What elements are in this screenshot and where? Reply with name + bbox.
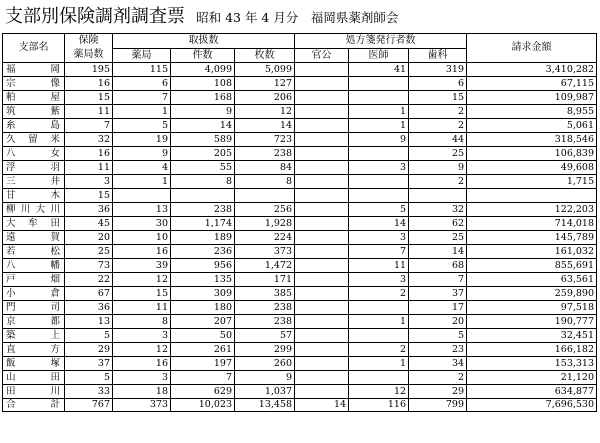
table-body	[3, 63, 597, 412]
insurance-pharmacies-cell: 73	[65, 259, 113, 273]
billing-cell: 153,313	[467, 357, 597, 371]
public-cell	[295, 273, 349, 287]
doctor-cell: 12	[349, 385, 409, 399]
pharmacies-cell: 9	[113, 147, 171, 161]
table-row	[3, 161, 597, 175]
table-row	[3, 119, 597, 133]
cases-cell: 236	[171, 245, 235, 259]
sheets-cell: 127	[235, 77, 295, 91]
table-row	[3, 301, 597, 315]
public-cell	[295, 63, 349, 77]
insurance-pharmacies-cell: 25	[65, 245, 113, 259]
branch-name-cell: 山 田	[3, 371, 65, 385]
pharmacies-cell: 5	[113, 119, 171, 133]
sheets-cell: 238	[235, 147, 295, 161]
cases-cell: 135	[171, 273, 235, 287]
table-row	[3, 147, 597, 161]
branch-name-cell: 遠 賀	[3, 231, 65, 245]
billing-cell: 714,018	[467, 217, 597, 231]
pharmacies-cell: 1	[113, 175, 171, 189]
billing-cell: 67,115	[467, 77, 597, 91]
insurance-pharmacies-cell: 67	[65, 287, 113, 301]
pharmacies-cell: 16	[113, 245, 171, 259]
insurance-pharmacies-cell: 36	[65, 301, 113, 315]
insurance-pharmacies-cell: 29	[65, 343, 113, 357]
billing-cell: 63,561	[467, 273, 597, 287]
branch-name-cell: 直 方	[3, 343, 65, 357]
insurance-pharmacies-cell: 3	[65, 175, 113, 189]
table-row	[3, 217, 597, 231]
dentist-cell: 15	[409, 91, 467, 105]
dentist-cell: 68	[409, 259, 467, 273]
sheets-cell: 299	[235, 343, 295, 357]
insurance-pharmacies-cell: 16	[65, 147, 113, 161]
public-cell	[295, 231, 349, 245]
doctor-cell: 3	[349, 161, 409, 175]
doctor-cell: 2	[349, 287, 409, 301]
billing-cell: 190,777	[467, 315, 597, 329]
sheets-cell: 14	[235, 119, 295, 133]
pharmacies-cell	[113, 189, 171, 203]
col-header-pharmacies: 薬局	[113, 49, 171, 63]
insurance-pharmacies-cell: 767	[65, 399, 113, 412]
billing-cell: 1,715	[467, 175, 597, 189]
public-cell	[295, 77, 349, 91]
insurance-pharmacies-cell: 20	[65, 231, 113, 245]
sheets-cell: 9	[235, 371, 295, 385]
insurance-pharmacies-cell: 37	[65, 357, 113, 371]
cases-cell: 238	[171, 203, 235, 217]
insurance-pharmacies-cell: 22	[65, 273, 113, 287]
dentist-cell: 5	[409, 329, 467, 343]
billing-cell: 161,032	[467, 245, 597, 259]
table-row	[3, 203, 597, 217]
branch-name-cell: 京 都	[3, 315, 65, 329]
branch-name-cell: 合 計	[3, 399, 65, 412]
doctor-cell: 2	[349, 343, 409, 357]
doctor-cell	[349, 175, 409, 189]
sheets-cell: 1,928	[235, 217, 295, 231]
cases-cell: 589	[171, 133, 235, 147]
sheets-cell: 57	[235, 329, 295, 343]
billing-cell: 259,890	[467, 287, 597, 301]
doctor-cell: 3	[349, 231, 409, 245]
table-row	[3, 287, 597, 301]
public-cell	[295, 203, 349, 217]
billing-cell	[467, 189, 597, 203]
billing-cell: 3,410,282	[467, 63, 597, 77]
public-cell	[295, 343, 349, 357]
pharmacies-cell: 13	[113, 203, 171, 217]
billing-cell: 634,877	[467, 385, 597, 399]
col-header-branch: 支部名	[3, 34, 65, 63]
doctor-cell	[349, 301, 409, 315]
pharmacies-cell: 4	[113, 161, 171, 175]
cases-cell: 205	[171, 147, 235, 161]
cases-cell: 189	[171, 231, 235, 245]
public-cell	[295, 119, 349, 133]
billing-cell: 166,182	[467, 343, 597, 357]
dentist-cell: 7	[409, 273, 467, 287]
doctor-cell: 9	[349, 133, 409, 147]
table-row	[3, 329, 597, 343]
table-row	[3, 189, 597, 203]
table-row	[3, 385, 597, 399]
cases-cell: 108	[171, 77, 235, 91]
pharmacies-cell: 115	[113, 63, 171, 77]
insurance-pharmacies-cell: 33	[65, 385, 113, 399]
public-cell	[295, 301, 349, 315]
dentist-cell: 62	[409, 217, 467, 231]
dentist-cell: 2	[409, 371, 467, 385]
pharmacies-cell: 12	[113, 343, 171, 357]
cases-cell: 207	[171, 315, 235, 329]
dentist-cell: 37	[409, 287, 467, 301]
pharmacies-cell: 12	[113, 273, 171, 287]
doctor-cell	[349, 147, 409, 161]
billing-cell: 5,061	[467, 119, 597, 133]
dentist-cell: 6	[409, 77, 467, 91]
col-header-insurance-line1: 保険	[78, 35, 99, 46]
table-row	[3, 315, 597, 329]
sheets-cell: 1,472	[235, 259, 295, 273]
table-row	[3, 273, 597, 287]
header-row-1	[3, 34, 597, 49]
cases-cell: 50	[171, 329, 235, 343]
cases-cell: 956	[171, 259, 235, 273]
insurance-pharmacies-cell: 11	[65, 105, 113, 119]
doctor-cell: 3	[349, 273, 409, 287]
billing-cell: 97,518	[467, 301, 597, 315]
dentist-cell: 2	[409, 119, 467, 133]
cases-cell: 10,023	[171, 399, 235, 412]
col-header-insurance-pharmacies	[65, 34, 113, 63]
sheets-cell: 5,099	[235, 63, 295, 77]
cases-cell: 180	[171, 301, 235, 315]
cases-cell	[171, 189, 235, 203]
col-header-public: 官公	[295, 49, 349, 63]
dentist-cell: 34	[409, 357, 467, 371]
branch-name-cell: 粕 屋	[3, 91, 65, 105]
public-cell	[295, 329, 349, 343]
doctor-cell	[349, 91, 409, 105]
cases-cell: 8	[171, 175, 235, 189]
table-row	[3, 371, 597, 385]
doctor-cell: 7	[349, 245, 409, 259]
table-row	[3, 63, 597, 77]
billing-cell: 855,691	[467, 259, 597, 273]
branch-name-cell: 甘 木	[3, 189, 65, 203]
public-cell	[295, 91, 349, 105]
dentist-cell: 25	[409, 147, 467, 161]
doctor-cell: 41	[349, 63, 409, 77]
public-cell: 14	[295, 399, 349, 412]
col-header-doctor: 医師	[349, 49, 409, 63]
insurance-pharmacies-cell: 16	[65, 77, 113, 91]
cases-cell: 14	[171, 119, 235, 133]
public-cell	[295, 259, 349, 273]
cases-cell: 1,174	[171, 217, 235, 231]
sheets-cell: 238	[235, 315, 295, 329]
dentist-cell: 23	[409, 343, 467, 357]
branch-name-cell: 若 松	[3, 245, 65, 259]
doctor-cell: 1	[349, 105, 409, 119]
doctor-cell: 1	[349, 357, 409, 371]
dentist-cell: 17	[409, 301, 467, 315]
table-row	[3, 105, 597, 119]
branch-name-cell: 築 上	[3, 329, 65, 343]
doctor-cell	[349, 189, 409, 203]
pharmacies-cell: 18	[113, 385, 171, 399]
public-cell	[295, 105, 349, 119]
sheets-cell	[235, 189, 295, 203]
table-row	[3, 343, 597, 357]
billing-cell: 32,451	[467, 329, 597, 343]
pharmacies-cell: 7	[113, 91, 171, 105]
dentist-cell	[409, 189, 467, 203]
billing-cell: 21,120	[467, 371, 597, 385]
billing-cell: 109,987	[467, 91, 597, 105]
public-cell	[295, 385, 349, 399]
pharmacies-cell: 8	[113, 315, 171, 329]
pharmacies-cell: 11	[113, 301, 171, 315]
cases-cell: 55	[171, 161, 235, 175]
public-cell	[295, 371, 349, 385]
public-cell	[295, 189, 349, 203]
sheets-cell: 385	[235, 287, 295, 301]
cases-cell: 168	[171, 91, 235, 105]
public-cell	[295, 175, 349, 189]
doctor-cell	[349, 77, 409, 91]
table-row	[3, 357, 597, 371]
public-cell	[295, 147, 349, 161]
billing-cell: 8,955	[467, 105, 597, 119]
insurance-pharmacies-cell: 13	[65, 315, 113, 329]
sheets-cell: 256	[235, 203, 295, 217]
branch-name-cell: 柳川大川	[3, 203, 65, 217]
insurance-pharmacies-cell: 32	[65, 133, 113, 147]
col-header-insurance-line2: 薬局数	[73, 49, 104, 60]
doctor-cell: 14	[349, 217, 409, 231]
dentist-cell: 2	[409, 175, 467, 189]
cases-cell: 197	[171, 357, 235, 371]
insurance-pharmacies-cell: 45	[65, 217, 113, 231]
pharmacies-cell: 373	[113, 399, 171, 412]
public-cell	[295, 315, 349, 329]
col-header-dentist: 歯科	[409, 49, 467, 63]
branch-name-cell: 飯 塚	[3, 357, 65, 371]
billing-cell: 106,839	[467, 147, 597, 161]
pharmacies-cell: 39	[113, 259, 171, 273]
sheets-cell: 260	[235, 357, 295, 371]
col-header-prescribers: 処方箋発行者数	[295, 34, 467, 49]
insurance-pharmacies-cell: 15	[65, 91, 113, 105]
insurance-pharmacies-cell: 36	[65, 203, 113, 217]
col-header-handling: 取扱数	[113, 34, 295, 49]
public-cell	[295, 245, 349, 259]
pharmacies-cell: 30	[113, 217, 171, 231]
col-header-cases: 件数	[171, 49, 235, 63]
public-cell	[295, 357, 349, 371]
billing-cell: 318,546	[467, 133, 597, 147]
billing-cell: 7,696,530	[467, 399, 597, 412]
doctor-cell: 116	[349, 399, 409, 412]
sheets-cell: 373	[235, 245, 295, 259]
branch-name-cell: 浮 羽	[3, 161, 65, 175]
pharmacies-cell: 3	[113, 371, 171, 385]
public-cell	[295, 287, 349, 301]
pharmacies-cell: 16	[113, 357, 171, 371]
sheets-cell: 8	[235, 175, 295, 189]
pharmacies-cell: 19	[113, 133, 171, 147]
survey-table	[2, 33, 597, 412]
table-row	[3, 175, 597, 189]
dentist-cell: 25	[409, 231, 467, 245]
doctor-cell	[349, 329, 409, 343]
table-row	[3, 133, 597, 147]
dentist-cell: 44	[409, 133, 467, 147]
public-cell	[295, 217, 349, 231]
dentist-cell: 2	[409, 105, 467, 119]
pharmacies-cell: 1	[113, 105, 171, 119]
branch-name-cell: 戸 畑	[3, 273, 65, 287]
table-row	[3, 245, 597, 259]
sheets-cell: 206	[235, 91, 295, 105]
doctor-cell: 1	[349, 315, 409, 329]
branch-name-cell: 八 女	[3, 147, 65, 161]
dentist-cell: 799	[409, 399, 467, 412]
dentist-cell: 319	[409, 63, 467, 77]
billing-cell: 145,789	[467, 231, 597, 245]
doctor-cell	[349, 371, 409, 385]
pharmacies-cell: 15	[113, 287, 171, 301]
public-cell	[295, 133, 349, 147]
insurance-pharmacies-cell: 195	[65, 63, 113, 77]
dentist-cell: 29	[409, 385, 467, 399]
branch-name-cell: 八 幡	[3, 259, 65, 273]
doctor-cell: 11	[349, 259, 409, 273]
pharmacies-cell: 10	[113, 231, 171, 245]
cases-cell: 629	[171, 385, 235, 399]
cases-cell: 309	[171, 287, 235, 301]
sheets-cell: 171	[235, 273, 295, 287]
branch-name-cell: 宗 像	[3, 77, 65, 91]
insurance-pharmacies-cell: 5	[65, 329, 113, 343]
col-header-sheets: 枚数	[235, 49, 295, 63]
col-header-billing: 請求金額	[467, 34, 597, 63]
branch-name-cell: 筑 紫	[3, 105, 65, 119]
table-row	[3, 231, 597, 245]
table-row	[3, 91, 597, 105]
total-row	[3, 399, 597, 412]
cases-cell: 261	[171, 343, 235, 357]
pharmacies-cell: 6	[113, 77, 171, 91]
sheets-cell: 13,458	[235, 399, 295, 412]
branch-name-cell: 大牟田	[3, 217, 65, 231]
cases-cell: 7	[171, 371, 235, 385]
billing-cell: 122,203	[467, 203, 597, 217]
branch-name-cell: 田 川	[3, 385, 65, 399]
insurance-pharmacies-cell: 5	[65, 371, 113, 385]
dentist-cell: 9	[409, 161, 467, 175]
sheets-cell: 723	[235, 133, 295, 147]
document-title	[5, 2, 398, 28]
insurance-pharmacies-cell: 7	[65, 119, 113, 133]
branch-name-cell: 福 岡	[3, 63, 65, 77]
pharmacies-cell: 3	[113, 329, 171, 343]
cases-cell: 4,099	[171, 63, 235, 77]
subtitle-text: 昭和 43 年 4 月分 福岡県薬剤師会	[196, 10, 399, 25]
insurance-pharmacies-cell: 15	[65, 189, 113, 203]
insurance-pharmacies-cell: 11	[65, 161, 113, 175]
sheets-cell: 84	[235, 161, 295, 175]
dentist-cell: 20	[409, 315, 467, 329]
dentist-cell: 32	[409, 203, 467, 217]
sheets-cell: 1,037	[235, 385, 295, 399]
branch-name-cell: 小 倉	[3, 287, 65, 301]
branch-name-cell: 三 井	[3, 175, 65, 189]
branch-name-cell: 門 司	[3, 301, 65, 315]
title-text: 支部別保険調剤調査票	[5, 6, 185, 27]
sheets-cell: 238	[235, 301, 295, 315]
cases-cell: 9	[171, 105, 235, 119]
sheets-cell: 12	[235, 105, 295, 119]
table-row	[3, 259, 597, 273]
doctor-cell: 5	[349, 203, 409, 217]
billing-cell: 49,608	[467, 161, 597, 175]
branch-name-cell: 久留米	[3, 133, 65, 147]
dentist-cell: 14	[409, 245, 467, 259]
branch-name-cell: 糸 島	[3, 119, 65, 133]
public-cell	[295, 161, 349, 175]
sheets-cell: 224	[235, 231, 295, 245]
table-row	[3, 77, 597, 91]
doctor-cell: 1	[349, 119, 409, 133]
